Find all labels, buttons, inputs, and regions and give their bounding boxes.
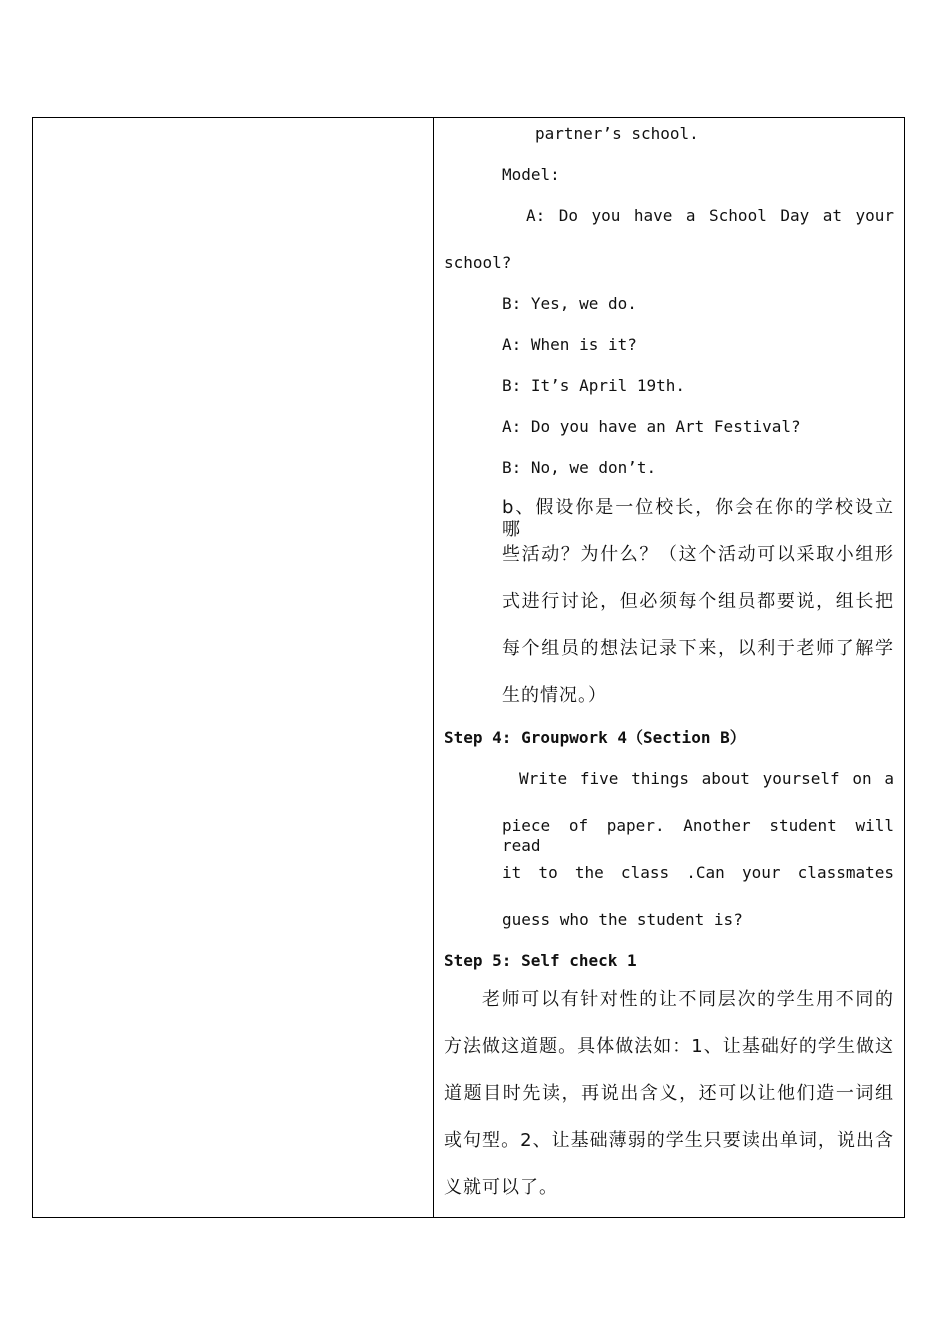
dialogue-line: B: No, we don’t. — [502, 458, 657, 477]
text-line: Model: — [502, 165, 560, 184]
dialogue-line: A: Do you have an Art Festival? — [502, 417, 801, 436]
dialogue-line: B: It’s April 19th. — [502, 376, 686, 395]
instruction-line: guess who the student is? — [502, 910, 743, 929]
left-column-cell — [33, 118, 434, 1218]
chinese-line: b、假设你是一位校长，你会在你的学校设立哪 — [502, 497, 894, 540]
chinese-line: 每个组员的想法记录下来，以利于老师了解学 — [502, 638, 894, 659]
chinese-line: 些活动？为什么？（这个活动可以采取小组形 — [502, 544, 894, 565]
right-column-cell — [434, 118, 905, 1218]
dialogue-line: A: Do you have a School Day at your — [526, 206, 894, 225]
dialogue-line: school? — [444, 253, 512, 272]
dialogue-line: B: Yes, we do. — [502, 294, 637, 313]
chinese-line: 道题目时先读，再说出含义，还可以让他们造一词组 — [444, 1083, 894, 1104]
instruction-line: piece of paper. Another student will read — [502, 816, 894, 855]
instruction-line: it to the class .Can your classmates — [502, 863, 894, 882]
text-line: partner’s school. — [535, 124, 699, 143]
chinese-line: 方法做这道题。具体做法如：1、让基础好的学生做这 — [444, 1036, 894, 1057]
chinese-line: 或句型。2、让基础薄弱的学生只要读出单词，说出含 — [444, 1130, 894, 1151]
lesson-content — [434, 118, 904, 1217]
chinese-line: 生的情况。） — [502, 685, 607, 706]
instruction-line: Write five things about yourself on a — [519, 769, 894, 788]
chinese-line: 义就可以了。 — [444, 1177, 558, 1198]
dialogue-line: A: When is it? — [502, 335, 637, 354]
lesson-plan-table — [32, 117, 905, 1218]
step-heading: Step 4: Groupwork 4（Section B） — [444, 728, 746, 747]
table-row — [33, 118, 905, 1218]
step-heading: Step 5: Self check 1 — [444, 951, 637, 970]
chinese-line: 式进行讨论，但必须每个组员都要说，组长把 — [502, 591, 894, 612]
chinese-line: 老师可以有针对性的让不同层次的学生用不同的 — [482, 989, 894, 1010]
